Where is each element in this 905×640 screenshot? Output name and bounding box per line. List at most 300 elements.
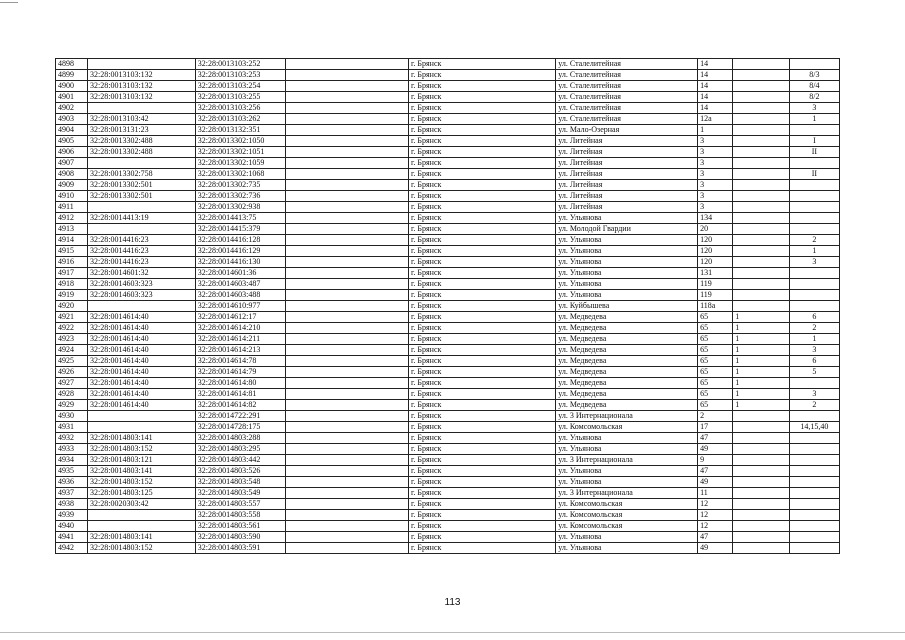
empty-cell [286, 213, 409, 224]
house-number-cell: 120 [698, 257, 733, 268]
row-number-cell: 4932 [56, 433, 88, 444]
empty-cell [286, 334, 409, 345]
empty-cell [286, 488, 409, 499]
building-cell: 1 [733, 389, 790, 400]
street-cell: ул. Ульянова [556, 268, 698, 279]
row-number-cell: 4904 [56, 125, 88, 136]
empty-cell [286, 257, 409, 268]
apartment-cell: 2 [789, 323, 839, 334]
house-number-cell: 3 [698, 158, 733, 169]
table-row [56, 521, 840, 532]
cadastral-number-cell: 32:28:0014803:558 [195, 510, 286, 521]
building-cell [733, 246, 790, 257]
street-cell: ул. Молодой Гвардии [556, 224, 698, 235]
apartment-cell [789, 499, 839, 510]
empty-cell [286, 389, 409, 400]
house-number-cell: 119 [698, 290, 733, 301]
row-number-cell: 4900 [56, 81, 88, 92]
building-cell [733, 433, 790, 444]
empty-cell [286, 136, 409, 147]
apartment-cell: 1 [789, 334, 839, 345]
city-cell: г. Брянск [409, 147, 556, 158]
cadastral-number-cell: 32:28:0014614:211 [195, 334, 286, 345]
table-row [56, 257, 840, 268]
building-cell [733, 103, 790, 114]
apartment-cell: 1 [789, 246, 839, 257]
table-row [56, 312, 840, 323]
house-number-cell: 65 [698, 367, 733, 378]
table-row [56, 400, 840, 411]
table-row [56, 246, 840, 257]
apartment-cell [789, 532, 839, 543]
parent-cadastral-number-cell: 32:28:0014413:19 [88, 213, 196, 224]
empty-cell [286, 81, 409, 92]
row-number-cell: 4916 [56, 257, 88, 268]
parent-cadastral-number-cell: 32:28:0014416:23 [88, 257, 196, 268]
row-number-cell: 4923 [56, 334, 88, 345]
cadastral-number-cell: 32:28:0014614:213 [195, 345, 286, 356]
building-cell [733, 268, 790, 279]
cadastral-number-cell: 32:28:0014603:488 [195, 290, 286, 301]
street-cell: ул. Мало-Озерная [556, 125, 698, 136]
apartment-cell [789, 59, 839, 70]
row-number-cell: 4926 [56, 367, 88, 378]
scan-edge-top [0, 2, 18, 3]
building-cell [733, 455, 790, 466]
cadastral-number-cell: 32:28:0013302:938 [195, 202, 286, 213]
house-number-cell: 119 [698, 279, 733, 290]
apartment-cell [789, 378, 839, 389]
street-cell: ул. Ульянова [556, 543, 698, 554]
city-cell: г. Брянск [409, 389, 556, 400]
table-row [56, 279, 840, 290]
apartment-cell [789, 510, 839, 521]
row-number-cell: 4917 [56, 268, 88, 279]
cadastral-number-cell: 32:28:0013103:254 [195, 81, 286, 92]
table-row [56, 180, 840, 191]
city-cell: г. Брянск [409, 422, 556, 433]
house-number-cell: 3 [698, 169, 733, 180]
city-cell: г. Брянск [409, 103, 556, 114]
page-number: 113 [444, 597, 461, 608]
apartment-cell [789, 444, 839, 455]
house-number-cell: 3 [698, 180, 733, 191]
row-number-cell: 4937 [56, 488, 88, 499]
city-cell: г. Брянск [409, 543, 556, 554]
city-cell: г. Брянск [409, 378, 556, 389]
apartment-cell: 1 [789, 114, 839, 125]
cadastral-number-cell: 32:28:0013302:736 [195, 191, 286, 202]
street-cell: ул. 3 Интернационала [556, 411, 698, 422]
apartment-cell [789, 455, 839, 466]
table-row [56, 213, 840, 224]
city-cell: г. Брянск [409, 290, 556, 301]
parent-cadastral-number-cell [88, 103, 196, 114]
street-cell: ул. Сталелитейная [556, 114, 698, 125]
parent-cadastral-number-cell: 32:28:0014614:40 [88, 389, 196, 400]
empty-cell [286, 235, 409, 246]
city-cell: г. Брянск [409, 158, 556, 169]
cadastral-number-cell: 32:28:0014614:79 [195, 367, 286, 378]
street-cell: ул. Комсомольская [556, 521, 698, 532]
apartment-cell: II [789, 169, 839, 180]
cadastral-number-cell: 32:28:0013103:253 [195, 70, 286, 81]
cadastral-number-cell: 32:28:0014803:549 [195, 488, 286, 499]
building-cell [733, 70, 790, 81]
house-number-cell: 9 [698, 455, 733, 466]
empty-cell [286, 268, 409, 279]
building-cell [733, 257, 790, 268]
apartment-cell: 8/4 [789, 81, 839, 92]
table-row [56, 367, 840, 378]
table-row [56, 59, 840, 70]
house-number-cell: 131 [698, 268, 733, 279]
house-number-cell: 65 [698, 312, 733, 323]
parent-cadastral-number-cell: 32:28:0014614:40 [88, 400, 196, 411]
table-row [56, 70, 840, 81]
apartment-cell [789, 543, 839, 554]
empty-cell [286, 521, 409, 532]
cadastral-number-cell: 32:28:0014722:291 [195, 411, 286, 422]
table-row [56, 466, 840, 477]
table-row [56, 103, 840, 114]
house-number-cell: 12а [698, 114, 733, 125]
house-number-cell: 14 [698, 59, 733, 70]
empty-cell [286, 191, 409, 202]
parent-cadastral-number-cell: 32:28:0014803:152 [88, 543, 196, 554]
cadastral-number-cell: 32:28:0014413:75 [195, 213, 286, 224]
city-cell: г. Брянск [409, 411, 556, 422]
city-cell: г. Брянск [409, 268, 556, 279]
street-cell: ул. Медведева [556, 378, 698, 389]
street-cell: ул. Сталелитейная [556, 92, 698, 103]
cadastral-number-cell: 32:28:0014416:130 [195, 257, 286, 268]
building-cell: 1 [733, 367, 790, 378]
apartment-cell [789, 202, 839, 213]
city-cell: г. Брянск [409, 499, 556, 510]
empty-cell [286, 279, 409, 290]
city-cell: г. Брянск [409, 279, 556, 290]
empty-cell [286, 356, 409, 367]
apartment-cell: 3 [789, 103, 839, 114]
building-cell [733, 488, 790, 499]
city-cell: г. Брянск [409, 125, 556, 136]
empty-cell [286, 202, 409, 213]
street-cell: ул. Комсомольская [556, 422, 698, 433]
building-cell [733, 114, 790, 125]
building-cell [733, 125, 790, 136]
parent-cadastral-number-cell [88, 422, 196, 433]
building-cell [733, 543, 790, 554]
parent-cadastral-number-cell: 32:28:0014803:125 [88, 488, 196, 499]
cadastral-number-cell: 32:28:0014614:210 [195, 323, 286, 334]
apartment-cell: 6 [789, 312, 839, 323]
table-row [56, 290, 840, 301]
empty-cell [286, 59, 409, 70]
row-number-cell: 4938 [56, 499, 88, 510]
street-cell: ул. Ульянова [556, 477, 698, 488]
cadastral-number-cell: 32:28:0014803:295 [195, 444, 286, 455]
cadastral-number-cell: 32:28:0014803:557 [195, 499, 286, 510]
row-number-cell: 4933 [56, 444, 88, 455]
cadastral-number-cell: 32:28:0013302:1051 [195, 147, 286, 158]
empty-cell [286, 224, 409, 235]
apartment-cell: 5 [789, 367, 839, 378]
apartment-cell: II [789, 147, 839, 158]
table-row [56, 422, 840, 433]
house-number-cell: 120 [698, 235, 733, 246]
apartment-cell: 3 [789, 389, 839, 400]
parent-cadastral-number-cell: 32:28:0014803:152 [88, 477, 196, 488]
cadastral-number-cell: 32:28:0013103:256 [195, 103, 286, 114]
table-row [56, 510, 840, 521]
row-number-cell: 4936 [56, 477, 88, 488]
table-row [56, 356, 840, 367]
street-cell: ул. Ульянова [556, 532, 698, 543]
empty-cell [286, 499, 409, 510]
street-cell: ул. Сталелитейная [556, 81, 698, 92]
table-row [56, 488, 840, 499]
table-row [56, 301, 840, 312]
apartment-cell: 2 [789, 235, 839, 246]
apartment-cell: 14,15,40 [789, 422, 839, 433]
house-number-cell: 118а [698, 301, 733, 312]
house-number-cell: 14 [698, 81, 733, 92]
parent-cadastral-number-cell: 32:28:0014803:141 [88, 466, 196, 477]
city-cell: г. Брянск [409, 334, 556, 345]
parent-cadastral-number-cell: 32:28:0013302:488 [88, 147, 196, 158]
street-cell: ул. Ульянова [556, 444, 698, 455]
table-row [56, 334, 840, 345]
street-cell: ул. Ульянова [556, 213, 698, 224]
parent-cadastral-number-cell: 32:28:0020303:42 [88, 499, 196, 510]
street-cell: ул. Медведева [556, 323, 698, 334]
apartment-cell [789, 158, 839, 169]
empty-cell [286, 543, 409, 554]
street-cell: ул. Литейная [556, 158, 698, 169]
city-cell: г. Брянск [409, 312, 556, 323]
empty-cell [286, 323, 409, 334]
city-cell: г. Брянск [409, 70, 556, 81]
table-row [56, 92, 840, 103]
row-number-cell: 4919 [56, 290, 88, 301]
house-number-cell: 47 [698, 532, 733, 543]
house-number-cell: 49 [698, 444, 733, 455]
street-cell: ул. Ульянова [556, 235, 698, 246]
row-number-cell: 4910 [56, 191, 88, 202]
table-row [56, 268, 840, 279]
apartment-cell [789, 301, 839, 312]
city-cell: г. Брянск [409, 301, 556, 312]
row-number-cell: 4930 [56, 411, 88, 422]
apartment-cell [789, 466, 839, 477]
parent-cadastral-number-cell [88, 521, 196, 532]
parent-cadastral-number-cell: 32:28:0014803:121 [88, 455, 196, 466]
cadastral-number-cell: 32:28:0014415:379 [195, 224, 286, 235]
street-cell: ул. Медведева [556, 367, 698, 378]
parent-cadastral-number-cell: 32:28:0014614:40 [88, 345, 196, 356]
apartment-cell [789, 191, 839, 202]
city-cell: г. Брянск [409, 345, 556, 356]
street-cell: ул. Литейная [556, 180, 698, 191]
house-number-cell: 65 [698, 378, 733, 389]
empty-cell [286, 433, 409, 444]
parent-cadastral-number-cell: 32:28:0013302:501 [88, 191, 196, 202]
apartment-cell: I [789, 136, 839, 147]
parent-cadastral-number-cell: 32:28:0014614:40 [88, 323, 196, 334]
table-body [56, 59, 840, 554]
building-cell [733, 301, 790, 312]
parent-cadastral-number-cell: 32:28:0013302:488 [88, 136, 196, 147]
row-number-cell: 4908 [56, 169, 88, 180]
empty-cell [286, 400, 409, 411]
row-number-cell: 4927 [56, 378, 88, 389]
parent-cadastral-number-cell: 32:28:0014614:40 [88, 312, 196, 323]
row-number-cell: 4901 [56, 92, 88, 103]
house-number-cell: 14 [698, 92, 733, 103]
cadastral-number-cell: 32:28:0014614:80 [195, 378, 286, 389]
apartment-cell: 8/3 [789, 70, 839, 81]
table-row [56, 378, 840, 389]
building-cell [733, 202, 790, 213]
table-row [56, 114, 840, 125]
empty-cell [286, 103, 409, 114]
parent-cadastral-number-cell: 32:28:0014803:152 [88, 444, 196, 455]
row-number-cell: 4920 [56, 301, 88, 312]
parent-cadastral-number-cell: 32:28:0013103:42 [88, 114, 196, 125]
row-number-cell: 4913 [56, 224, 88, 235]
apartment-cell [789, 411, 839, 422]
table-row [56, 323, 840, 334]
street-cell: ул. Медведева [556, 334, 698, 345]
house-number-cell: 65 [698, 356, 733, 367]
empty-cell [286, 246, 409, 257]
city-cell: г. Брянск [409, 521, 556, 532]
parent-cadastral-number-cell: 32:28:0014803:141 [88, 433, 196, 444]
city-cell: г. Брянск [409, 191, 556, 202]
street-cell: ул. Медведева [556, 345, 698, 356]
cadastral-number-cell: 32:28:0013302:1059 [195, 158, 286, 169]
apartment-cell [789, 224, 839, 235]
parent-cadastral-number-cell [88, 224, 196, 235]
parent-cadastral-number-cell [88, 202, 196, 213]
street-cell: ул. Сталелитейная [556, 103, 698, 114]
city-cell: г. Брянск [409, 356, 556, 367]
street-cell: ул. 3 Интернационала [556, 455, 698, 466]
parent-cadastral-number-cell: 32:28:0013302:501 [88, 180, 196, 191]
city-cell: г. Брянск [409, 136, 556, 147]
parent-cadastral-number-cell [88, 510, 196, 521]
house-number-cell: 3 [698, 147, 733, 158]
city-cell: г. Брянск [409, 444, 556, 455]
table-row [56, 224, 840, 235]
street-cell: ул. Ульянова [556, 290, 698, 301]
building-cell: 1 [733, 378, 790, 389]
parent-cadastral-number-cell: 32:28:0013103:132 [88, 92, 196, 103]
building-cell [733, 169, 790, 180]
house-number-cell: 65 [698, 334, 733, 345]
house-number-cell: 2 [698, 411, 733, 422]
table-row [56, 235, 840, 246]
table-row [56, 455, 840, 466]
row-number-cell: 4929 [56, 400, 88, 411]
row-number-cell: 4903 [56, 114, 88, 125]
cadastral-number-cell: 32:28:0014612:17 [195, 312, 286, 323]
table-row [56, 543, 840, 554]
city-cell: г. Брянск [409, 488, 556, 499]
house-number-cell: 12 [698, 510, 733, 521]
cadastral-number-cell: 32:28:0014614:82 [195, 400, 286, 411]
cadastral-number-cell: 32:28:0014803:526 [195, 466, 286, 477]
building-cell [733, 136, 790, 147]
empty-cell [286, 411, 409, 422]
parent-cadastral-number-cell [88, 59, 196, 70]
house-number-cell: 65 [698, 345, 733, 356]
city-cell: г. Брянск [409, 510, 556, 521]
parent-cadastral-number-cell: 32:28:0014603:323 [88, 279, 196, 290]
empty-cell [286, 169, 409, 180]
city-cell: г. Брянск [409, 213, 556, 224]
empty-cell [286, 158, 409, 169]
street-cell: ул. Медведева [556, 389, 698, 400]
cadastral-number-cell: 32:28:0013132:351 [195, 125, 286, 136]
table-row [56, 389, 840, 400]
building-cell [733, 290, 790, 301]
cadastral-number-cell: 32:28:0014614:81 [195, 389, 286, 400]
cadastral-number-cell: 32:28:0013302:735 [195, 180, 286, 191]
building-cell [733, 411, 790, 422]
building-cell [733, 213, 790, 224]
house-number-cell: 3 [698, 202, 733, 213]
street-cell: ул. Куйбышева [556, 301, 698, 312]
cadastral-number-cell: 32:28:0013103:252 [195, 59, 286, 70]
row-number-cell: 4914 [56, 235, 88, 246]
building-cell: 1 [733, 312, 790, 323]
parent-cadastral-number-cell: 32:28:0014803:141 [88, 532, 196, 543]
building-cell [733, 499, 790, 510]
empty-cell [286, 466, 409, 477]
empty-cell [286, 455, 409, 466]
building-cell [733, 235, 790, 246]
cadastral-number-cell: 32:28:0014614:78 [195, 356, 286, 367]
parent-cadastral-number-cell: 32:28:0014614:40 [88, 378, 196, 389]
cadastral-number-cell: 32:28:0014416:129 [195, 246, 286, 257]
street-cell: ул. Ульянова [556, 246, 698, 257]
house-number-cell: 14 [698, 103, 733, 114]
city-cell: г. Брянск [409, 323, 556, 334]
apartment-cell [789, 279, 839, 290]
street-cell: ул. Ульянова [556, 279, 698, 290]
table-row [56, 125, 840, 136]
row-number-cell: 4921 [56, 312, 88, 323]
apartment-cell [789, 213, 839, 224]
building-cell: 1 [733, 345, 790, 356]
table-row [56, 433, 840, 444]
street-cell: ул. Ульянова [556, 433, 698, 444]
city-cell: г. Брянск [409, 433, 556, 444]
table-row [56, 202, 840, 213]
parent-cadastral-number-cell: 32:28:0014416:23 [88, 235, 196, 246]
apartment-cell: 3 [789, 345, 839, 356]
row-number-cell: 4935 [56, 466, 88, 477]
house-number-cell: 12 [698, 499, 733, 510]
street-cell: ул. 3 Интернационала [556, 488, 698, 499]
building-cell [733, 477, 790, 488]
city-cell: г. Брянск [409, 169, 556, 180]
house-number-cell: 3 [698, 136, 733, 147]
house-number-cell: 11 [698, 488, 733, 499]
city-cell: г. Брянск [409, 477, 556, 488]
